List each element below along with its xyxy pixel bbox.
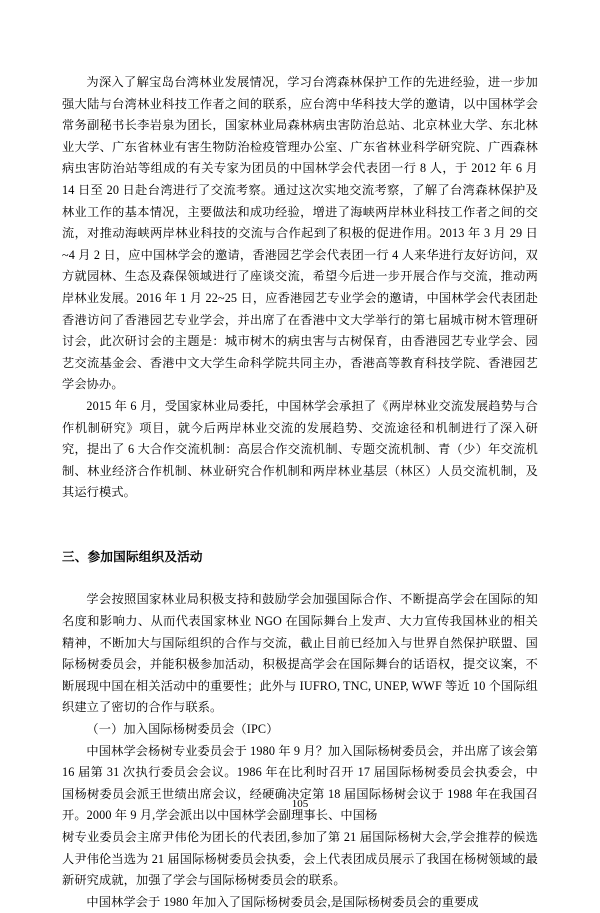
paragraph-1: 为深入了解宝岛台湾林业发展情况，学习台湾森林保护工作的先进经验，进一步加强大陆与台湾林业科技工作者之间的联系，应台湾中华科技大学的邀请，以中国林学会常务副秘书长李岩泉为团长，国家林业局森林病虫害防治总站、北京林业大学、东北林业大学、广东省林业有害生物防治检疫管理办公室、广东省林业科学研究院、广西森林病虫害防治站等组成的有关专家为团员的中国林学会代表团一行 8 人，于 2012 年 6 月 14 日至 20 日赴台湾进行了交流考察。通过这次实地交流考察，了解了台湾森林保护及林业工作的基本情况，主要做法和成功经验，增进了海峡两岸林业科技工作者之间的交流，对推动海峡两岸林业科技的交流与合作起到了积极的促进作用。2013 年 3 月 29 日~4 月 2 日，应中国林学会的邀请，香港园艺学会代表团一行 4 人来华进行友好访问，双方就园林、生态及森保领域进行了座谈交流，希望今后进一步开展合作与交流，推动两岸林业发展。2016 年 1 月 22~25 日，应香港园艺专业学会的邀请，中国林学会代表团赴香港访问了香港园艺专业学会，并出席了在香港中文大学举行的第七届城市树木管理研讨会，此次研讨会的主题是：城市树木的病虫害与古树保育，由香港园艺专业学会、园艺交流基金会、香港中文大学生命科学院共同主办，香港高等教育科技学院、香港园艺学会协办。 [62, 75, 538, 392]
paragraph-3: 学会按照国家林业局积极支持和鼓励学会加强国际合作、不断提高学会在国际的知名度和影响力、从而代表国家林业 NGO 在国际舞台上发声、大力宣传我国林业的相关精神，不断加大与国际组织的合作与交流，截止目前已经加入与世界自然保护联盟、国际杨树委员会，并能积极参加活动，积极提高学会在国际舞台的话语权，提交议案，不断展现中国在相关活动中的重要性；此外与 IUFRO, TNC, UNEP, WWF 等近 10 个国际组织建立了密切的合作与联系。 [62, 592, 538, 715]
subsection-heading: （一）加入国际杨树委员会（IPC） [86, 722, 279, 737]
section-heading: 三、参加国际组织及活动 [62, 549, 203, 564]
paragraph-2: 2015 年 6 月，受国家林业局委托，中国林学会承担了《两岸林业交流发展趋势与合作机制研究》项目，就今后两岸林业交流的发展趋势、交流途径和机制进行了深入研究，提出了 6 大合作交流机制：高层合作交流机制、专题交流机制、青（少）年交流机制、林业经济合作机制、林业研究合作机制和两岸林业基层（林区）人员交流机制，及其运行模式。 [62, 398, 538, 500]
heading-spacer [62, 568, 538, 589]
paragraph-6: 中国林学会于 1980 年加入了国际杨树委员会,是国际杨树委员会的重要成 [86, 894, 479, 909]
document-body [62, 72, 538, 913]
paragraph-4: 中国林学会杨树专业委员会于 1980 年 9 月？加入国际杨树委员会，并出席了该会第 16 届第 31 次执行委员会会议。1986 年在比利时召开 17 届国际杨树委员会执委会，中国杨树委员会派王世绩出席会议，经硬确决定第 18 届国际杨树会议于 1988 年在我国召开。2000 年 9 月,学会派出以中国林学会副理事长、中国杨 [62, 743, 538, 823]
page-number: 105 [291, 798, 309, 810]
section-spacer [62, 504, 538, 547]
paragraph-5: 树专业委员会主席尹伟伦为团长的代表团,参加了第 21 届国际杨树大会,学会推荐的候选人尹伟伦当选为 21 届国际杨树委员会执委，会上代表团成员展示了我国在杨树领域的最新研究成就，加强了学会与国际杨树委员会的联系。 [62, 830, 538, 888]
